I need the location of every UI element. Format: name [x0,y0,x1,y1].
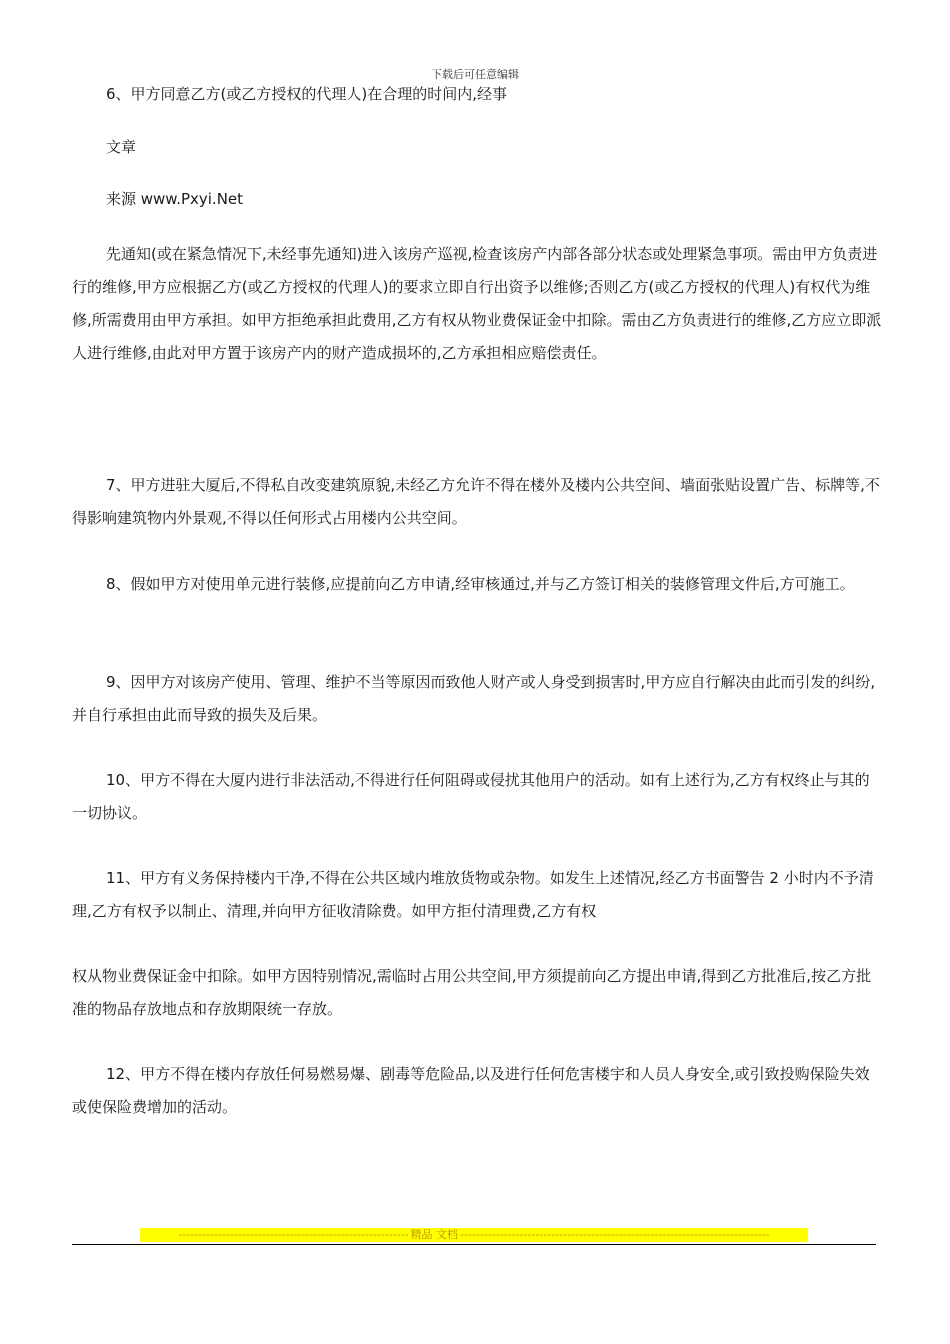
paragraph-11-part1: 11、甲方有义务保持楼内干净,不得在公共区域内堆放货物或杂物。如发生上述情况,经乙方书面警告 2 小时内不予清理,乙方有权予以制止、清理,并向甲方征收清除费。如甲方拒付清理费,乙方有权 [72,869,874,920]
footer-label: 精品 文档 [410,1228,459,1241]
paragraph-wenzhang: 文章 [106,138,137,156]
paragraph-8: 8、假如甲方对使用单元进行装修,应提前向乙方申请,经审核通过,并与乙方签订相关的装修管理文件后,方可施工。 [106,575,855,593]
paragraph-source: 来源 www.Pxyi.Net [106,190,244,208]
paragraph-12: 12、甲方不得在楼内存放任何易燃易爆、剧毒等危险品,以及进行任何危害楼宇和人员人身安全,或引致投购保险失效或使保险费增加的活动。 [72,1065,870,1116]
footer-dashes-left: ---------------------------------------------------------- [178,1228,409,1241]
footer-dashes-right: ------------------------------------------------------------------------------ [460,1228,770,1241]
paragraph-11-part2: 权从物业费保证金中扣除。如甲方因特别情况,需临时占用公共空间,甲方须提前向乙方提出申请,得到乙方批准后,按乙方批准的物品存放地点和存放期限统一存放。 [72,967,872,1018]
paragraph-6-continued: 先通知(或在紧急情况下,未经事先通知)进入该房产巡视,检查该房产内部各部分状态或处理紧急事项。需由甲方负责进行的维修,甲方应根据乙方(或乙方授权的代理人)的要求立即自行出资予以维修;否则乙方(或乙方授权的代理人)有权代为维修,所需费用由甲方承担。如甲方拒绝承担此费用,乙方有权从物业费保证金中扣除。需由乙方负责进行的维修,乙方应立即派人进行维修,由此对甲方置于该房产内的财产造成损坏的,乙方承担相应赔偿责任。 [72,245,882,362]
paragraph-9: 9、因甲方对该房产使用、管理、维护不当等原因而致他人财产或人身受到损害时,甲方应自行解决由此而引发的纠纷,并自行承担由此而导致的损失及后果。 [72,673,876,724]
paragraph-6-start: 6、甲方同意乙方(或乙方授权的代理人)在合理的时间内,经事 [106,85,508,103]
paragraph-10: 10、甲方不得在大厦内进行非法活动,不得进行任何阻碍或侵扰其他用户的活动。如有上述行为,乙方有权终止与其的一切协议。 [72,771,870,822]
paragraph-7: 7、甲方进驻大厦后,不得私自改变建筑原貌,未经乙方允许不得在楼外及楼内公共空间、墙面张贴设置广告、标牌等,不得影响建筑物内外景观,不得以任何形式占用楼内公共空间。 [72,476,880,527]
header-note: 下载后可任意编辑 [431,68,519,81]
footer-watermark-band [140,1228,808,1242]
footer-divider [72,1244,876,1245]
